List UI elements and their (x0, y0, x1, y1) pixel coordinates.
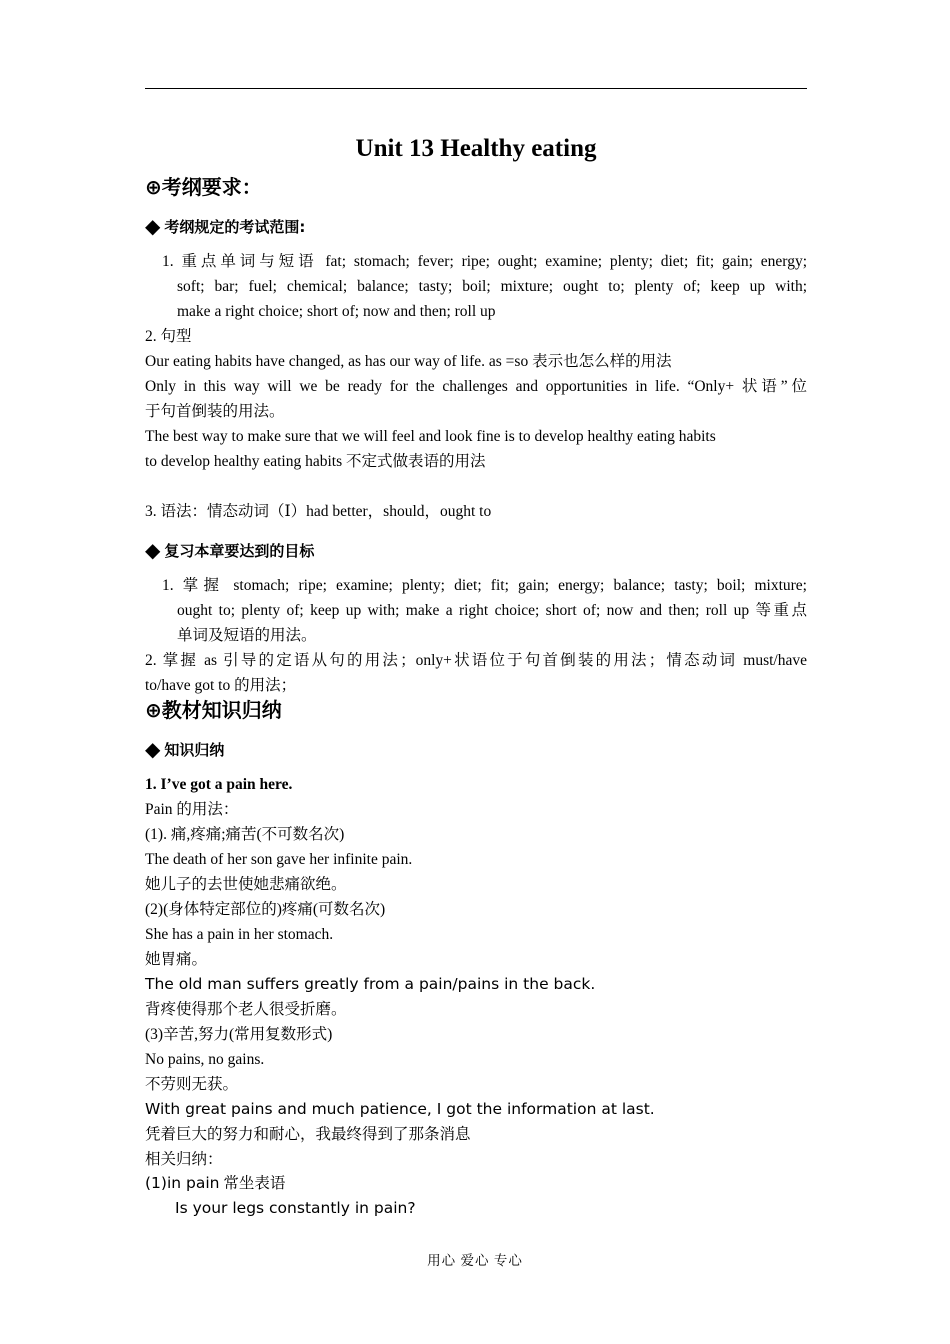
meaning-1: (1). 痛,疼痛;痛苦(不可数名次) (145, 826, 345, 843)
translation-2: 她胃痛。 (145, 951, 208, 968)
example-3: The old man suffers greatly from a pain/pains in the back. (145, 975, 596, 993)
sentence-2-line-1: Only in this way will we be ready for the challenges and opportunities in life. “Only+ 状语”位 (145, 378, 807, 395)
sentence-4: to develop healthy eating habits 不定式做表语的用法 (145, 453, 486, 470)
subheading-knowledge-summary (145, 737, 224, 762)
subheading-exam-scope-text: 考纲规定的考试范围: (164, 218, 306, 236)
related-1-phrase: (1)in pain (145, 1174, 220, 1192)
page-title: Unit 13 Healthy eating (355, 135, 597, 162)
section-heading-exam-requirements: ⊕考纲要求： (145, 175, 262, 199)
translation-4: 不劳则无获。 (145, 1076, 239, 1093)
related-1-example: Is your legs constantly in pain? (175, 1199, 416, 1217)
related-1-note: 常坐表语 (219, 1175, 286, 1192)
point-1-heading: 1. I’ve got a pain here. (145, 776, 293, 793)
subheading-knowledge-summary-text: 知识归纳 (164, 741, 225, 759)
diamond-icon: ◆ (145, 737, 161, 761)
section-heading-knowledge: ⊕教材知识归纳 (145, 698, 282, 722)
translation-1: 她儿子的去世使她悲痛欲绝。 (145, 876, 347, 893)
goal-2-line-1: 2. 掌握 as 引导的定语从句的用法；only+状语位于句首倒装的用法；情态动词 must/have (145, 652, 807, 669)
vocab-line-3: make a right choice; short of; now and then; roll up (177, 303, 496, 320)
example-4: No pains, no gains. (145, 1051, 265, 1068)
example-1: The death of her son gave her infinite pain. (145, 851, 413, 868)
related-1 (145, 1171, 807, 1196)
header-rule (145, 88, 807, 89)
diamond-icon: ◆ (145, 214, 161, 238)
subheading-goals-text: 复习本章要达到的目标 (164, 542, 315, 560)
translation-5: 凭着巨大的努力和耐心，我最终得到了那条消息 (145, 1126, 471, 1143)
vocab-line-1: 1. 重点单词与短语 fat; stomach; fever; ripe; ought; examine; plenty; diet; fit; gain; energy; (162, 253, 807, 270)
subheading-exam-scope (145, 214, 305, 239)
diamond-icon: ◆ (145, 538, 161, 562)
pain-usage-label: Pain 的用法： (145, 801, 239, 818)
sentence-3: The best way to make sure that we will feel and look fine is to develop healthy eating habits (145, 428, 716, 445)
vocab-line-2: soft; bar; fuel; chemical; balance; tasty; boil; mixture; ought to; plenty of; keep up with; (177, 278, 807, 295)
grammar-line: 3. 语法：情态动词（Ⅰ）had better，should，ought to (145, 503, 492, 520)
translation-3: 背疼使得那个老人很受折磨。 (145, 1001, 347, 1018)
sentence-patterns-label: 2. 句型 (145, 328, 192, 345)
goal-2-line-2: to/have got to 的用法； (145, 677, 297, 694)
related-summary-label: 相关归纳： (145, 1151, 223, 1168)
subheading-goals (145, 538, 314, 563)
goal-1-line-2: ought to; plenty of; keep up with; make a right choice; short of; now and then; roll up 等重点 (177, 602, 807, 619)
example-2: She has a pain in her stomach. (145, 926, 334, 943)
meaning-2: (2)(身体特定部位的)疼痛(可数名次) (145, 901, 386, 918)
sentence-1: Our eating habits have changed, as has our way of life. as =so 表示也怎么样的用法 (145, 353, 672, 370)
example-5: With great pains and much patience, I got the information at last. (145, 1100, 655, 1118)
page-footer: 用心 爱心 专心 (427, 1253, 523, 1268)
meaning-3: (3)辛苦,努力(常用复数形式) (145, 1026, 333, 1043)
goal-1-line-1: 1. 掌握 stomach; ripe; examine; plenty; diet; fit; gain; energy; balance; tasty; boil; mixture; (162, 577, 807, 594)
sentence-2-line-2: 于句首倒装的用法。 (145, 403, 285, 420)
goal-1-line-3: 单词及短语的用法。 (177, 627, 317, 644)
